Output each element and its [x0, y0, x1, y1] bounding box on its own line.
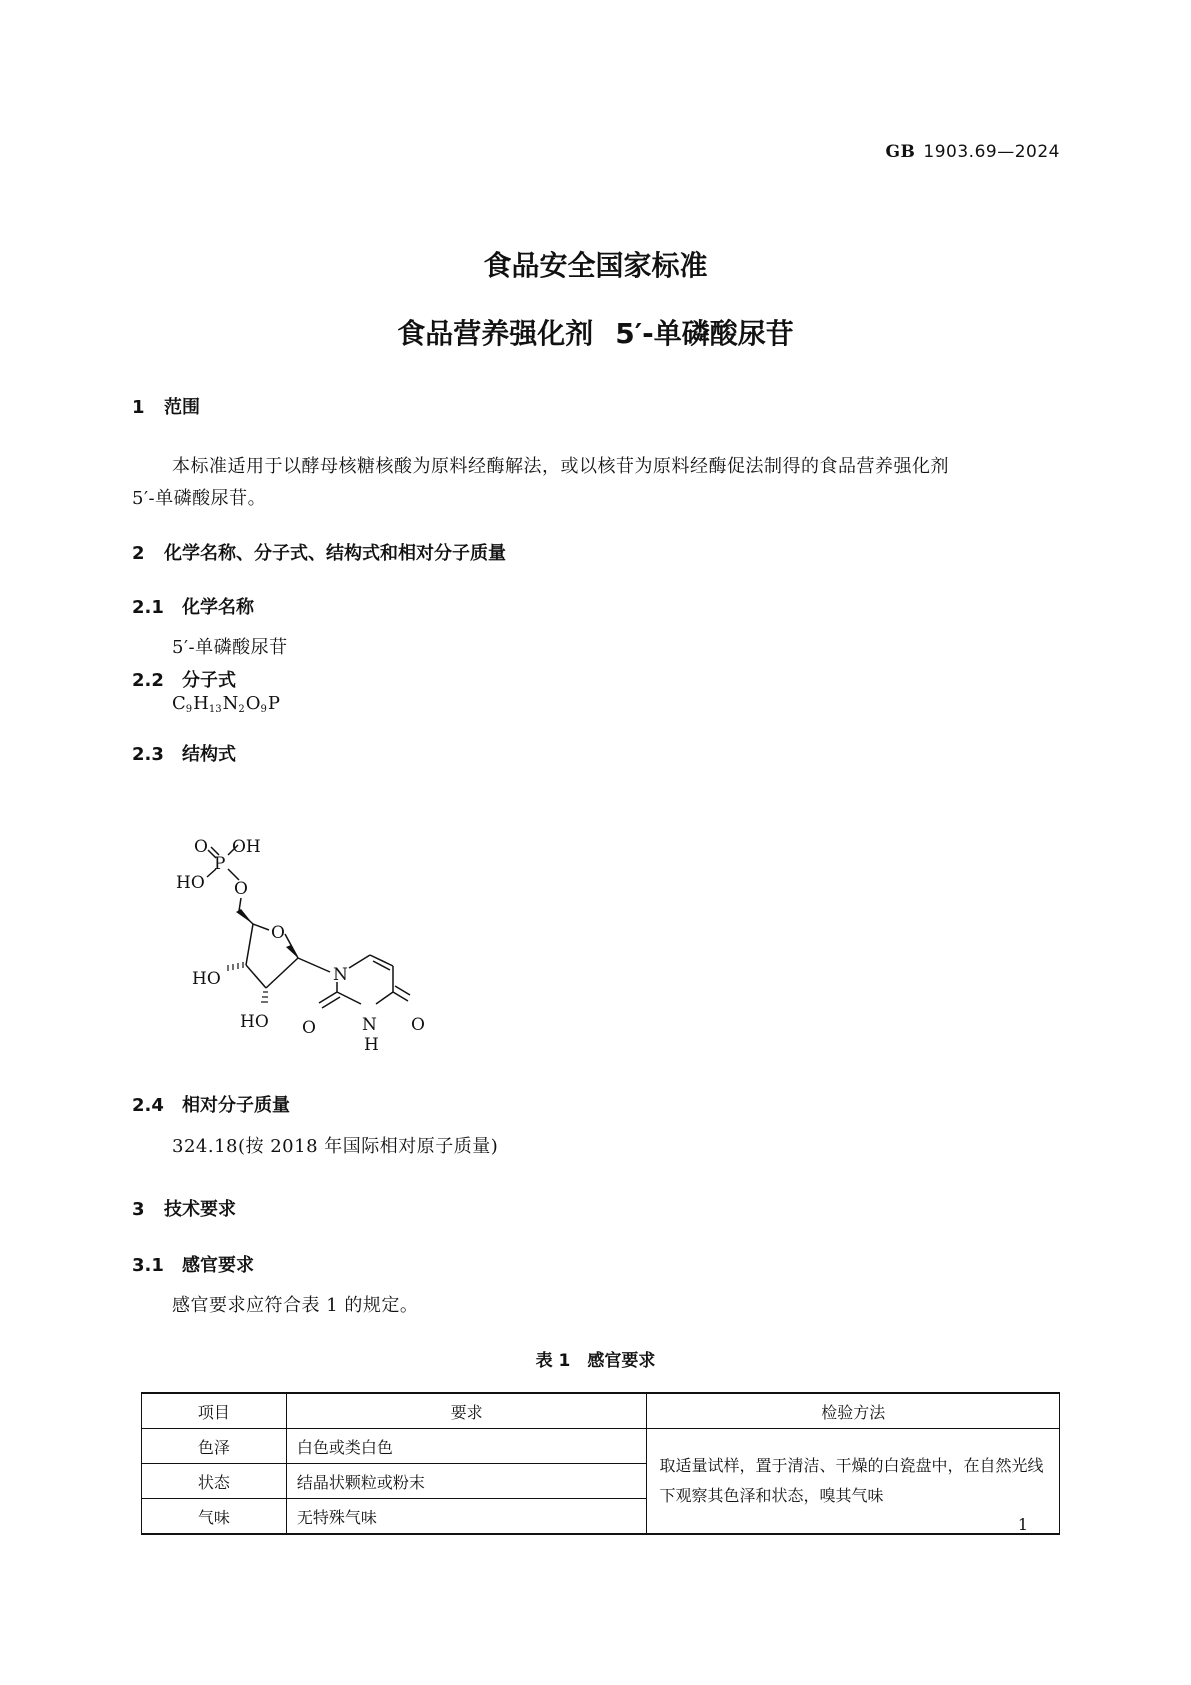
section-title: 技术要求 — [164, 1199, 236, 1220]
section-3-heading — [132, 1195, 236, 1221]
subsection-title: 结构式 — [182, 744, 236, 765]
scope-paragraph-line2: 5′-单磷酸尿苷。 — [132, 488, 267, 509]
cell-requirement: 结晶状颗粒或粉末 — [286, 1464, 647, 1499]
label-o-c4: O — [411, 1015, 425, 1035]
table-caption: 表 1 感官要求 — [535, 1351, 656, 1371]
subsection-number: 2.2 — [132, 670, 164, 691]
label-h-n3: H — [364, 1035, 379, 1055]
subsection-number: 2.1 — [132, 597, 164, 618]
label-n3: N — [362, 1015, 377, 1035]
sensory-paragraph: 感官要求应符合表 1 的规定。 — [172, 1295, 419, 1316]
subsection-title: 感官要求 — [182, 1255, 254, 1276]
section-3-1-heading — [132, 1251, 254, 1277]
label-n1: N — [333, 965, 348, 985]
section-number: 3 — [132, 1199, 145, 1220]
label-o-c2: O — [302, 1018, 316, 1038]
subsection-title: 化学名称 — [182, 597, 254, 618]
chemical-name: 5′-单磷酸尿苷 — [172, 637, 288, 658]
molecular-formula: $C_9H_{13}N_2O_9P$ — [172, 693, 280, 715]
subtitle-part-b: 5′-单磷酸尿苷 — [615, 317, 794, 350]
subsection-number: 2.3 — [132, 744, 164, 765]
label-o-link: O — [234, 879, 248, 899]
cell-item: 色泽 — [142, 1429, 287, 1464]
label-ho-2prime: HO — [240, 1012, 269, 1032]
cell-item: 气味 — [142, 1499, 287, 1535]
section-number: 1 — [132, 397, 145, 418]
standard-code: 1903.69—2024 — [923, 142, 1060, 162]
document-title: 食品安全国家标准 — [483, 249, 708, 282]
label-o-top: O — [194, 837, 208, 857]
section-number: 2 — [132, 543, 145, 564]
label-oh-top: OH — [232, 837, 261, 857]
molecular-mass: 324.18(按 2018 年国际相对原子质量) — [172, 1136, 499, 1157]
table-header-row — [142, 1393, 1060, 1429]
scope-paragraph-line1: 本标准适用于以酵母核糖核酸为原料经酶解法，或以核苷为原料经酶促法制得的食品营养强化剂 — [172, 456, 949, 477]
subsection-title: 分子式 — [182, 670, 236, 691]
section-title: 化学名称、分子式、结构式和相对分子质量 — [164, 543, 506, 564]
header-item: 项目 — [142, 1393, 287, 1429]
subsection-number: 2.4 — [132, 1095, 164, 1116]
standard-prefix: GB — [885, 142, 916, 162]
cell-method: 取适量试样，置于清洁、干燥的白瓷盘中，在自然光线下观察其色泽和状态，嗅其气味 — [647, 1429, 1060, 1535]
section-title: 范围 — [164, 397, 200, 418]
label-ho-3prime: HO — [192, 969, 221, 989]
page-number: 1 — [1017, 1515, 1028, 1534]
subsection-number: 3.1 — [132, 1255, 164, 1276]
cell-requirement: 无特殊气味 — [286, 1499, 647, 1535]
header-method: 检验方法 — [647, 1393, 1060, 1429]
subtitle-part-a: 食品营养强化剂 — [397, 317, 594, 350]
cell-requirement: 白色或类白色 — [286, 1429, 647, 1464]
subsection-title: 相对分子质量 — [182, 1095, 290, 1116]
label-ho-phosphate: HO — [176, 873, 205, 893]
label-o-ring: O — [271, 923, 285, 943]
section-2-4-heading — [132, 1091, 290, 1117]
label-phosphorus: P — [214, 854, 226, 874]
cell-item: 状态 — [142, 1464, 287, 1499]
header-requirement: 要求 — [286, 1393, 647, 1429]
table-row — [142, 1429, 1060, 1464]
sensory-table — [141, 1392, 1060, 1535]
